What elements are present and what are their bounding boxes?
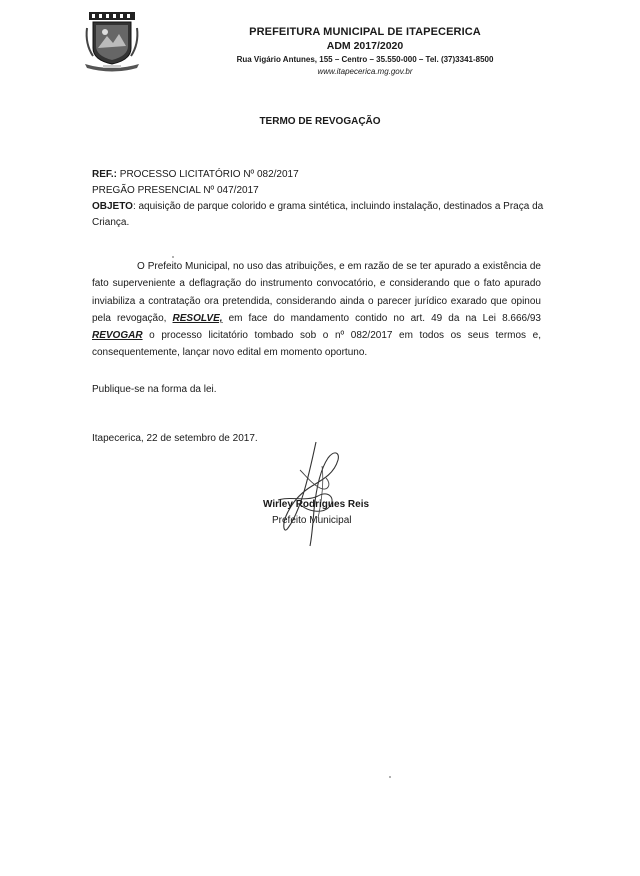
signatory-name: Wirley Rodrigues Reis [263,499,370,510]
ref-label: REF.: [92,169,117,180]
resolve-term: RESOLVE, [172,312,223,324]
letterhead [150,26,580,76]
website-line: www.itapecerica.mg.gov.br [317,67,413,76]
signatory-role: Prefeito Municipal [272,515,352,526]
body-paragraph [92,258,541,362]
objeto-label: OBJETO [92,201,133,212]
document-title: TERMO DE REVOGAÇÃO [259,116,381,127]
revogar-term: REVOGAR [92,330,143,342]
body-text-1: O Prefeito Municipal, no uso das atribuições, e em razão de se ter apurado a existência de fato superveniente a deflagração do instrumento convocatório, e considerando que o fato apurado inviabiliza a contratação ora pretendida, considerando ainda o parecer jurídico exarado que opinou pela revogação, [92,261,541,324]
dateline: Itapecerica, 22 de setembro de 2017. [92,433,258,444]
objeto-value: : aquisição de parque colorido e grama sintética, incluindo instalação, destinados a Praça da Criança. [92,201,544,228]
ref-line [92,167,552,183]
institution-name: PREFEITURA MUNICIPAL DE ITAPECERICA [249,26,481,38]
handwritten-signature [272,440,352,550]
pregao-line: PREGÃO PRESENCIAL Nº 047/2017 [92,185,259,196]
administration-period: ADM 2017/2020 [326,40,404,52]
scan-speck [389,776,391,778]
scan-speck [172,256,174,258]
ref-value: PROCESSO LICITATÓRIO Nº 082/2017 [117,169,299,180]
address-line: Rua Vigário Antunes, 155 – Centro – 35.550-000 – Tel. (37)3341-8500 [236,55,494,64]
body-text-2: em face do mandamento contido no art. 49 da na Lei 8.666/93 [222,312,541,324]
body-text-3: o processo licitatório tombado sob o nº 082/2017 em todos os seus termos e, consequentemente, lançar novo edital em momento oportuno. [92,330,541,359]
objeto-line [92,199,552,231]
publication-note: Publique-se na forma da lei. [92,384,217,395]
reference-block [92,167,552,231]
municipal-crest-icon [83,10,141,72]
